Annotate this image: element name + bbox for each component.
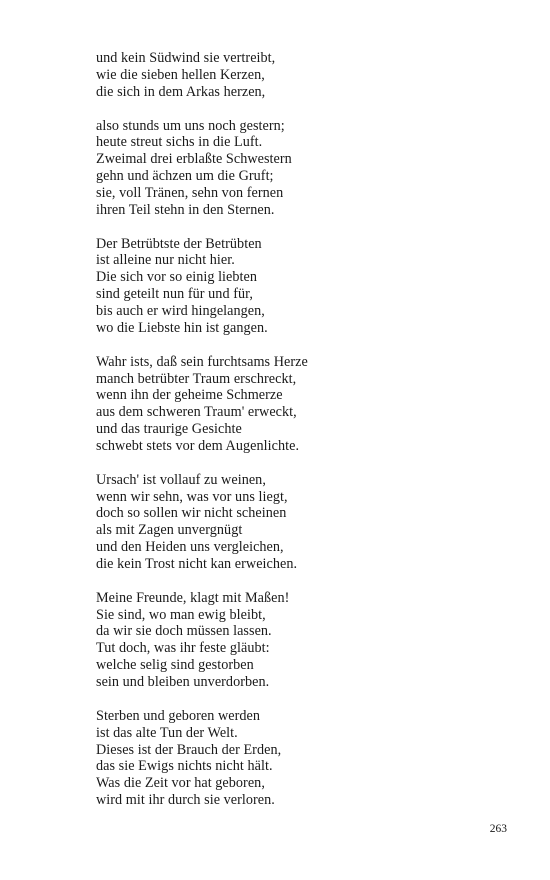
verse-line: Sie sind, wo man ewig bleibt, [96, 606, 266, 623]
verse-line: Ursach' ist vollauf zu weinen, [96, 471, 266, 488]
verse-line: sein und bleiben unverdorben. [96, 674, 270, 690]
verse-line: das sie Ewigs nichts nicht hält. [96, 758, 273, 775]
verse-line: heute streut sichs in die Luft. [96, 134, 263, 151]
verse-line: ist das alte Tun der Welt. [96, 724, 238, 741]
verse-line: ihren Teil stehn in den Sternen. [96, 201, 275, 218]
verse-line: schwebt stets vor dem Augenlichte. [96, 437, 300, 454]
stanza [96, 472, 496, 573]
verse-line: Was die Zeit vor hat geboren, [96, 775, 265, 792]
verse-line: sie, voll Tränen, sehn von fernen [96, 184, 284, 201]
stanza [96, 354, 496, 455]
verse-line: ist alleine nur nicht hier. [96, 252, 235, 269]
verse-line: Dieses ist der Brauch der Erden, [96, 741, 282, 758]
verse-line: aus dem schweren Traum' erweckt, [96, 404, 297, 421]
verse-line: also stunds um uns noch gestern; [96, 117, 285, 134]
verse-line: bis auch er wird hingelangen, [96, 302, 265, 319]
verse-line: gehn und ächzen um die Gruft; [96, 168, 274, 185]
page-number: 263 [489, 823, 507, 835]
verse-line: Wahr ists, daß sein furchtsams Herze [96, 353, 308, 370]
verse-line: und den Heiden uns vergleichen, [96, 539, 284, 556]
stanza [96, 236, 496, 337]
verse-line: die kein Trost nicht kan erweichen. [96, 555, 298, 572]
verse-line: die sich in dem Arkas herzen, [96, 83, 266, 100]
verse-line: Tut doch, was ihr feste gläubt: [96, 640, 270, 657]
verse-line: Der Betrübtste der Betrübten [96, 235, 262, 252]
stanza [96, 118, 496, 219]
verse-line: und kein Südwind sie vertreibt, [96, 50, 276, 66]
verse-line: wenn wir sehn, was vor uns liegt, [96, 488, 288, 505]
stanza [96, 708, 496, 809]
verse-line: Die sich vor so einig liebten [96, 269, 258, 286]
verse-line: und das traurige Gesichte [96, 421, 242, 438]
poem-text [96, 50, 496, 826]
stanza [96, 50, 496, 101]
stanza [96, 590, 496, 691]
verse-line: doch so sollen wir nicht scheinen [96, 505, 287, 522]
verse-line: manch betrübter Traum erschreckt, [96, 370, 297, 387]
verse-line: wird mit ihr durch sie verloren. [96, 792, 275, 809]
verse-line: wo die Liebste hin ist gangen. [96, 319, 268, 336]
verse-line: Sterben und geboren werden [96, 707, 261, 724]
verse-line: als mit Zagen unvergnügt [96, 522, 243, 539]
verse-line: wenn ihn der geheime Schmerze [96, 387, 283, 404]
verse-line: da wir sie doch müssen lassen. [96, 623, 272, 640]
verse-line: wie die sieben hellen Kerzen, [96, 66, 265, 83]
verse-line: Meine Freunde, klagt mit Maßen! [96, 589, 290, 606]
verse-line: Zweimal drei erblaßte Schwestern [96, 151, 292, 168]
verse-line: sind geteilt nun für und für, [96, 286, 253, 303]
verse-line: welche selig sind gestorben [96, 657, 254, 674]
